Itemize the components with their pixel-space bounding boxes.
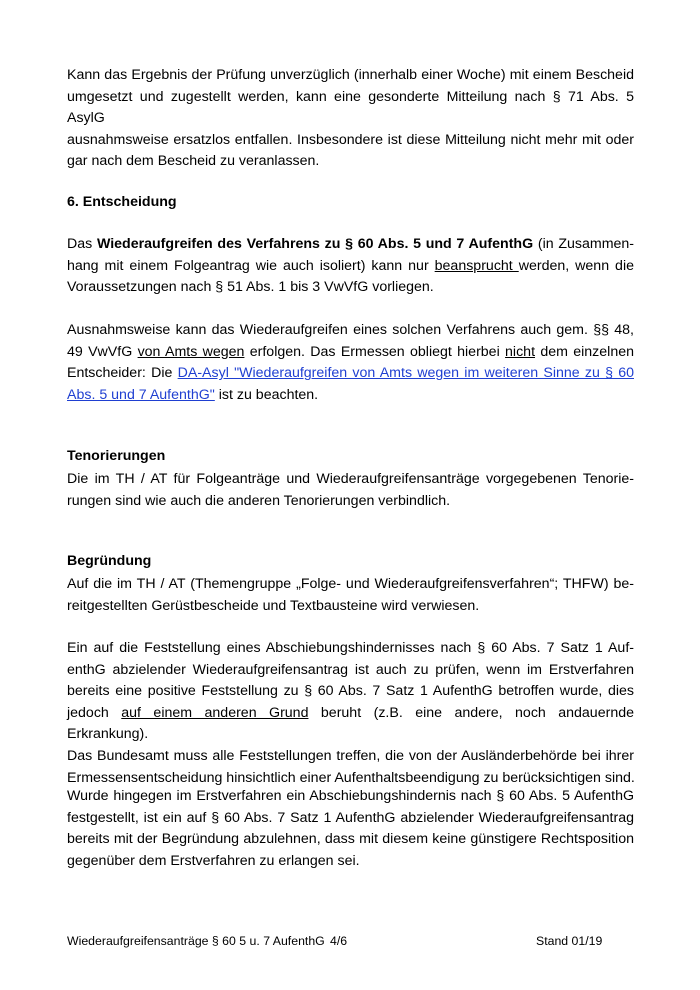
text-line: Das Bundesamt muss alle Feststellungen treffen, die von der Ausländerbehörde bei ihrer — [67, 747, 634, 764]
paragraph-amts-wegen — [67, 320, 634, 406]
text-line: reitgestellten Gerüstbescheide und Textbausteine wird verwiesen. — [67, 597, 480, 614]
text-line: 49 VwVfG von Amts wegen erfolgen. Das Ermessen obliegt hierbei nicht dem einzelnen — [67, 343, 634, 360]
underlined-phrase: nicht — [505, 343, 536, 360]
text-line: Kann das Ergebnis der Prüfung unverzüglich (innerhalb einer Woche) mit einem Bescheid — [67, 67, 634, 83]
text-line: gegenüber dem Erstverfahren zu erlangen sei. — [67, 852, 360, 869]
da-asyl-link-continued[interactable]: Abs. 5 und 7 AufenthG" — [67, 386, 215, 403]
section-heading-entscheidung: 6. Entscheidung — [67, 194, 177, 210]
paragraph-wiederaufgreifen — [67, 234, 634, 299]
text-line: bereits mit der Begründung abzulehnen, dass mit diesem keine günstigere Rechtsposition — [67, 831, 634, 848]
text-line: Ermessensentscheidung hinsichtlich einer Aufenthaltsbeendigung zu berücksichtigen sind. — [67, 769, 635, 786]
footer-page-number: 4/6 — [330, 934, 348, 948]
text-line: jedoch auf einem anderen Grund beruht (z.B. eine andere, noch andauernde Erkrankung). — [67, 704, 634, 743]
paragraph-mitteilung — [67, 65, 634, 173]
text-line: Abs. 5 und 7 AufenthG" ist zu beachten. — [67, 386, 319, 403]
paragraph-erstverfahren — [67, 786, 634, 872]
footer-title: Wiederaufgreifensanträge § 60 5 u. 7 AufenthG — [67, 934, 325, 948]
text-line: Wurde hingegen im Erstverfahren ein Abschiebungshindernis nach § 60 Abs. 5 AufenthG — [67, 788, 634, 804]
text-line: Das Wiederaufgreifen des Verfahrens zu § 60 Abs. 5 und 7 AufenthG (in Zusammen- — [67, 236, 635, 252]
paragraph-abschiebungshindernis — [67, 638, 634, 789]
section-heading-tenorierungen: Tenorierungen — [67, 448, 166, 464]
footer-stand: Stand 01/19 — [536, 934, 603, 948]
text-line: gar nach dem Bescheid zu veranlassen. — [67, 153, 320, 170]
section-heading-begruendung: Begründung — [67, 553, 152, 569]
da-asyl-link[interactable]: DA-Asyl "Wiederaufgreifen von Amts wegen im weiteren Sinne zu § 60 — [177, 365, 634, 382]
text-line: Die im TH / AT für Folgeanträge und Wiederaufgreifensanträge vorgegebenen Tenorie- — [67, 471, 634, 487]
text-line: rungen sind wie auch die anderen Tenorierungen verbindlich. — [67, 492, 451, 509]
text-line: enthG abzielender Wiederaufgreifensantrag ist auch zu prüfen, wenn im Erstverfahren — [67, 661, 634, 678]
underlined-phrase: beansprucht — [434, 257, 519, 274]
bold-phrase: Wiederaufgreifen des Verfahrens zu § 60 Abs. 5 und 7 AufenthG — [96, 236, 534, 252]
text-line: Ausnahmsweise kann das Wiederaufgreifen eines solchen Verfahrens auch gem. §§ 48, — [67, 322, 634, 338]
text-line: Voraussetzungen nach § 51 Abs. 1 bis 3 VwVfG vorliegen. — [67, 279, 434, 296]
text-line: Ein auf die Feststellung eines Abschiebungshindernisses nach § 60 Abs. 7 Satz 1 Auf- — [67, 640, 634, 656]
text-line: Entscheider: Die DA-Asyl "Wiederaufgreifen von Amts wegen im weiteren Sinne zu § 60 — [67, 365, 634, 382]
underlined-phrase: auf einem anderen Grund — [121, 704, 309, 721]
text-line: ausnahmsweise ersatzlos entfallen. Insbesondere ist diese Mitteilung nicht mehr mit oder — [67, 131, 634, 148]
text-line: festgestellt, ist ein auf § 60 Abs. 7 Satz 1 AufenthG abzielender Wiederaufgreifensantrag — [67, 809, 634, 826]
text-line: hang mit einem Folgeantrag wie auch isoliert) kann nur beansprucht werden, wenn die — [67, 257, 634, 274]
underlined-phrase: von Amts wegen — [137, 343, 245, 360]
text-line: Auf die im TH / AT (Themengruppe „Folge- und Wiederaufgreifensverfahren“; THFW) be- — [67, 576, 634, 592]
paragraph-tenorierungen — [67, 469, 634, 512]
paragraph-themengruppe — [67, 574, 634, 617]
text-line: umgesetzt und zugestellt werden, kann eine gesonderte Mitteilung nach § 71 Abs. 5 AsylG — [67, 88, 634, 127]
text-line: bereits eine positive Feststellung zu § 60 Abs. 7 Satz 1 AufenthG betroffen wurde, dies — [67, 683, 634, 700]
